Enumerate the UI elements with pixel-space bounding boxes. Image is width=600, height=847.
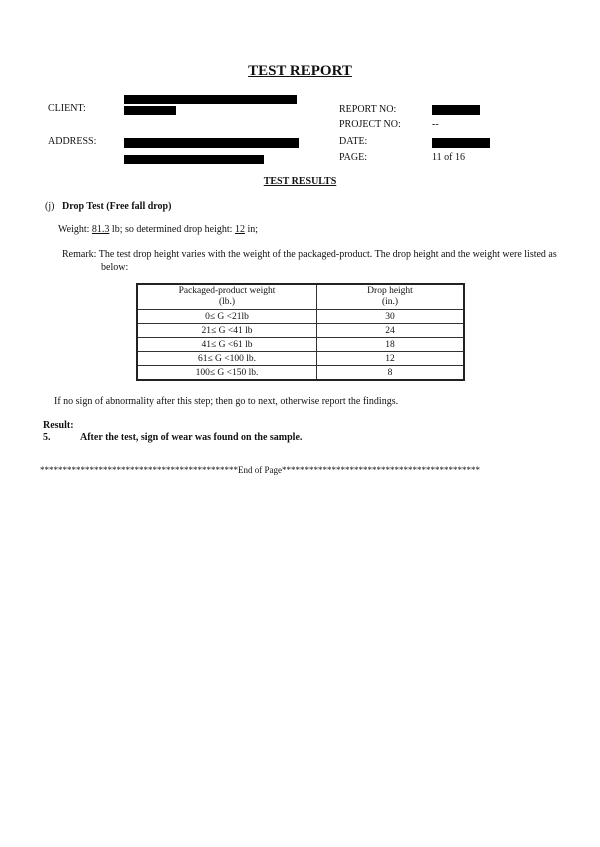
weight-suffix: in; [244, 224, 259, 235]
header-weight [137, 284, 317, 310]
header-drop-line2: (in.) [381, 297, 399, 307]
table-row [137, 352, 464, 366]
weight-middle: lb; so determined drop height: [109, 224, 235, 235]
address-redaction-1 [124, 138, 299, 148]
page-value: 11 of 16 [432, 152, 465, 163]
table-row [137, 366, 464, 381]
weight-value: 81.3 [91, 224, 110, 235]
header-drop-height [317, 284, 465, 310]
report-no-label: REPORT NO: [339, 104, 397, 115]
result-number: 5. [43, 432, 51, 443]
project-no-label: PROJECT NO: [339, 119, 401, 130]
weight-cell: 21≤ G <41 lb [137, 324, 317, 338]
client-redaction-2 [124, 106, 176, 115]
section-title: TEST RESULTS [263, 176, 337, 187]
weight-cell: 100≤ G <150 lb. [137, 366, 317, 381]
height-cell: 30 [317, 310, 465, 324]
weight-line [58, 224, 258, 235]
drop-height-value: 12 [234, 224, 245, 235]
header-weight-line1: Packaged-product weight [178, 286, 276, 296]
height-cell: 8 [317, 366, 465, 381]
address-redaction-2 [124, 155, 264, 164]
height-cell: 24 [317, 324, 465, 338]
weight-cell: 0≤ G <21lb [137, 310, 317, 324]
address-label: ADDRESS: [48, 136, 97, 147]
height-cell: 18 [317, 338, 465, 352]
remark-line-2: below: [101, 262, 129, 273]
table-row [137, 324, 464, 338]
subsection-marker: (j) [45, 201, 55, 212]
header-weight-line2: (lb.) [218, 297, 236, 307]
remark [62, 248, 568, 274]
weight-cell: 41≤ G <61 lb [137, 338, 317, 352]
date-label: DATE: [339, 136, 368, 147]
report-no-redaction [432, 105, 480, 115]
instruction-text: If no sign of abnormality after this step; then go to next, otherwise report the findings. [54, 396, 399, 407]
result-text: After the test, sign of wear was found on the sample. [80, 432, 303, 443]
page-label: PAGE: [339, 152, 367, 163]
client-label: CLIENT: [48, 103, 86, 114]
drop-height-table [136, 283, 465, 381]
project-no-value: -- [432, 119, 439, 130]
remark-line-1: Remark: The test drop height varies with the weight of the packaged-product. The drop height and the weight were listed as [62, 249, 557, 260]
result-label: Result: [43, 420, 74, 431]
table-header-row [137, 284, 464, 310]
weight-cell: 61≤ G <100 lb. [137, 352, 317, 366]
table-row [137, 310, 464, 324]
date-redaction [432, 138, 490, 148]
weight-prefix: Weight: [58, 224, 92, 235]
report-title: TEST REPORT [248, 63, 352, 79]
subsection-title: Drop Test (Free fall drop) [62, 201, 172, 212]
header-drop-line1: Drop height [367, 286, 413, 296]
table-row [137, 338, 464, 352]
client-redaction-1 [124, 95, 297, 104]
end-of-page-marker: ********************************************End of Page******************************************** [40, 465, 480, 475]
height-cell: 12 [317, 352, 465, 366]
